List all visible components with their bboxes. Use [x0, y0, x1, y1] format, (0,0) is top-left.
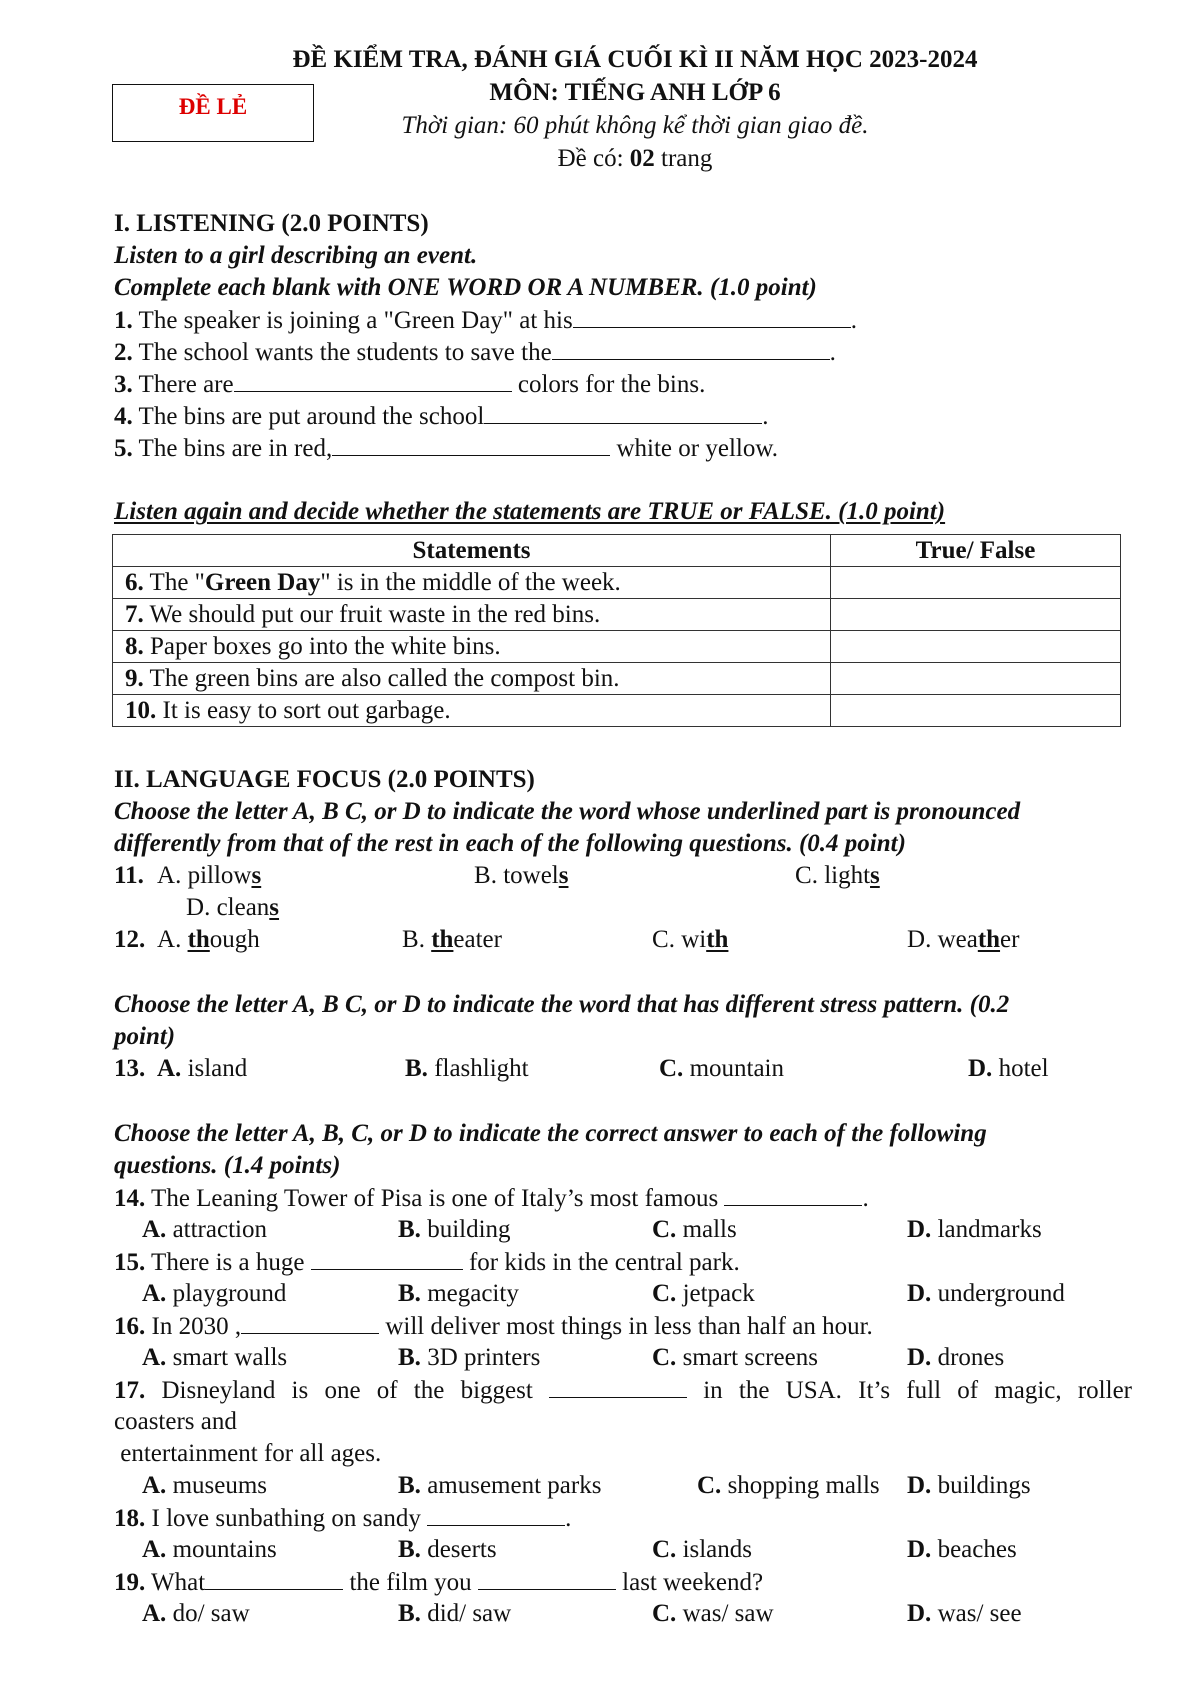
option-text: . — [418, 926, 432, 953]
listening-instruction: Complete each blank with ONE WORD OR A NUMBER. (1.0 point) — [114, 274, 817, 301]
question-text: In 2030 , — [145, 1313, 242, 1340]
option-b[interactable] — [474, 861, 568, 891]
page-count-prefix: Đề có: — [557, 145, 630, 172]
stress-instruction: Choose the letter A, B C, or D to indicate the word that has different stress pattern. (0.2 — [114, 991, 1010, 1018]
mcq-instruction: questions. (1.4 points) — [114, 1152, 341, 1179]
option-letter: B. — [398, 1280, 421, 1307]
option-b[interactable] — [398, 1599, 511, 1629]
option-a[interactable] — [157, 861, 261, 891]
question-text: The bins are put around the school — [132, 403, 485, 430]
option-letter: C. — [659, 1055, 684, 1082]
underlined-part: s — [870, 862, 880, 889]
option-c[interactable] — [652, 1535, 752, 1565]
answer-cell[interactable] — [831, 599, 1121, 631]
option-text: museums — [166, 1472, 268, 1499]
question-number: 18. — [114, 1505, 146, 1532]
table-row — [113, 599, 1121, 631]
question-11-number: 11. — [114, 862, 144, 889]
option-letter: A — [157, 862, 176, 889]
question-number: 14. — [114, 1185, 146, 1212]
option-c[interactable] — [652, 1599, 774, 1629]
answer-blank[interactable] — [552, 337, 830, 360]
option-text: hotel — [992, 1055, 1049, 1082]
option-b[interactable] — [405, 1054, 529, 1084]
stress-instruction: point) — [114, 1023, 176, 1050]
statement-text: The " — [143, 568, 205, 596]
option-d[interactable] — [907, 1215, 1042, 1245]
option-text: . towel — [490, 862, 559, 889]
question-17-continued: entertainment for all ages. — [114, 1440, 382, 1467]
question-number: 9. — [125, 664, 144, 692]
option-c[interactable] — [659, 1054, 784, 1084]
underlined-part: th — [431, 926, 454, 953]
option-c[interactable] — [652, 1279, 755, 1309]
answer-blank[interactable] — [241, 1311, 379, 1334]
pronunciation-instruction: Choose the letter A, B C, or D to indicate the word whose underlined part is pronounced — [114, 798, 1021, 825]
question-number: 2. — [114, 339, 133, 366]
option-text-after: er — [1000, 926, 1020, 953]
option-a[interactable] — [142, 1215, 267, 1245]
option-text: smart screens — [676, 1344, 818, 1371]
option-text: attraction — [166, 1216, 267, 1243]
option-letter: B. — [398, 1344, 421, 1371]
option-c[interactable] — [652, 925, 728, 955]
answer-blank[interactable] — [478, 1567, 616, 1590]
answer-cell[interactable] — [831, 567, 1121, 599]
option-letter: D. — [907, 1280, 932, 1307]
option-c[interactable] — [795, 861, 880, 891]
statement-text: The green bins are also called the compost bin. — [143, 664, 620, 692]
option-text: was/ see — [931, 1600, 1022, 1627]
option-d[interactable] — [907, 1599, 1022, 1629]
option-a[interactable] — [142, 1535, 277, 1565]
underlined-part: th — [977, 926, 1001, 953]
option-text: shopping malls — [721, 1472, 880, 1499]
option-d[interactable] — [907, 1535, 1017, 1565]
option-a[interactable] — [142, 1343, 287, 1373]
question-text: There is a huge — [145, 1249, 311, 1276]
question-end: . — [862, 1185, 869, 1212]
option-text: malls — [676, 1216, 737, 1243]
statement-7 — [113, 599, 831, 631]
underlined-part: th — [706, 926, 729, 953]
option-letter: A. — [142, 1472, 167, 1499]
underlined-part: s — [269, 894, 280, 921]
question-number: 17. — [114, 1377, 146, 1404]
statement-8 — [113, 631, 831, 663]
table-row — [113, 567, 1121, 599]
question-text: Disneyland is one of the biggest — [145, 1377, 550, 1404]
option-text: drones — [931, 1344, 1005, 1371]
option-letter: D. — [907, 1472, 932, 1499]
option-text: smart walls — [166, 1344, 288, 1371]
option-text: island — [181, 1055, 248, 1082]
option-b[interactable] — [402, 925, 502, 955]
question-2 — [114, 337, 836, 368]
answer-blank[interactable] — [427, 1503, 565, 1526]
option-letter: B. — [398, 1536, 421, 1563]
option-a[interactable] — [142, 1279, 286, 1309]
option-text: mountains — [166, 1536, 277, 1563]
answer-cell[interactable] — [831, 663, 1121, 695]
question-number: 19. — [114, 1569, 146, 1596]
statement-bold: Green Day — [204, 568, 321, 596]
option-letter: B. — [398, 1600, 421, 1627]
question-text: There are — [132, 371, 234, 398]
option-c[interactable] — [652, 1343, 818, 1373]
option-a[interactable] — [142, 1471, 267, 1501]
time-note: Thời gian: 60 phút không kể thời gian giao đề. — [401, 112, 869, 139]
option-text: . clean — [204, 894, 270, 921]
option-letter: A — [157, 926, 176, 953]
option-text: . wea — [925, 926, 978, 953]
option-text: building — [420, 1216, 511, 1243]
answer-blank[interactable] — [573, 305, 851, 328]
option-letter: A. — [142, 1216, 167, 1243]
true-false-header: True/ False — [831, 535, 1121, 567]
option-letter: D. — [907, 1344, 932, 1371]
question-15 — [114, 1247, 740, 1278]
statement-text: We should put our fruit waste in the red bins. — [143, 600, 601, 628]
question-number: 8. — [125, 632, 144, 660]
listening-heading: I. LISTENING (2.0 POINTS) — [114, 210, 429, 237]
option-letter: C. — [652, 1536, 677, 1563]
exam-code-label: ĐỀ LẺ — [178, 94, 248, 119]
question-14 — [114, 1183, 869, 1214]
answer-cell[interactable] — [831, 695, 1121, 727]
question-3 — [114, 369, 705, 400]
option-b[interactable] — [398, 1215, 511, 1245]
question-text-middle: the film you — [343, 1569, 478, 1596]
table-row — [113, 631, 1121, 663]
option-text: amusement parks — [420, 1472, 602, 1499]
option-letter: D — [186, 894, 205, 921]
option-text: did/ saw — [420, 1600, 512, 1627]
listening-instruction: Listen to a girl describing an event. — [114, 242, 478, 269]
question-text: The Leaning Tower of Pisa is one of Italy’s most famous — [145, 1185, 725, 1212]
option-letter: D. — [907, 1536, 932, 1563]
mcq-instruction: Choose the letter A, B, C, or D to indicate the correct answer to each of the following — [114, 1120, 987, 1147]
option-text: 3D printers — [420, 1344, 541, 1371]
option-text: mountain — [683, 1055, 784, 1082]
answer-blank[interactable] — [332, 433, 610, 456]
option-letter: B. — [398, 1472, 421, 1499]
answer-blank[interactable] — [311, 1247, 463, 1270]
option-d[interactable] — [186, 893, 279, 923]
statements-header: Statements — [113, 535, 831, 567]
question-end: . — [850, 307, 857, 334]
exam-title: ĐỀ KIỂM TRA, ĐÁNH GIÁ CUỐI KÌ II NĂM HỌC 2023-2024 — [292, 46, 978, 73]
answer-blank[interactable] — [234, 369, 512, 392]
option-letter: C. — [652, 1344, 677, 1371]
underlined-part: s — [251, 862, 262, 889]
option-d[interactable] — [968, 1054, 1049, 1084]
option-letter: D. — [907, 1216, 932, 1243]
option-letter: A. — [142, 1344, 167, 1371]
question-number: 6. — [125, 568, 144, 596]
option-d[interactable] — [907, 1279, 1065, 1309]
option-b[interactable] — [398, 1343, 540, 1373]
true-false-instruction: Listen again and decide whether the statements are TRUE or FALSE. (1.0 point) — [114, 498, 946, 525]
question-17-continued: coasters and — [114, 1408, 237, 1435]
question-text: The bins are in red, — [132, 435, 333, 462]
option-d[interactable] — [907, 1471, 1031, 1501]
option-text: landmarks — [931, 1216, 1042, 1243]
underlined-part: s — [558, 862, 569, 889]
option-letter: B. — [398, 1216, 421, 1243]
question-text: I love sunbathing on sandy — [145, 1505, 428, 1532]
option-b[interactable] — [398, 1535, 497, 1565]
question-19 — [114, 1567, 763, 1598]
option-a[interactable] — [157, 925, 260, 955]
option-text-after: ough — [209, 926, 260, 953]
question-text-after: will deliver most things in less than half an hour. — [379, 1313, 873, 1340]
option-a[interactable] — [142, 1599, 250, 1629]
option-text-after: eater — [453, 926, 502, 953]
statement-10 — [113, 695, 831, 727]
question-text: The speaker is joining a "Green Day" at his — [132, 307, 573, 334]
option-d[interactable] — [907, 1343, 1004, 1373]
question-end: . — [565, 1505, 572, 1532]
option-letter: B — [402, 926, 419, 953]
pronunciation-instruction: differently from that of the rest in each of the following questions. (0.4 point) — [114, 830, 906, 857]
question-number: 5. — [114, 435, 133, 462]
question-number: 7. — [125, 600, 144, 628]
question-end: . — [829, 339, 836, 366]
question-4 — [114, 401, 769, 432]
statement-9 — [113, 663, 831, 695]
option-c[interactable] — [697, 1471, 880, 1501]
question-text-after: in the USA. It’s full of magic, roller — [687, 1377, 1132, 1404]
table-row — [113, 695, 1121, 727]
language-heading: II. LANGUAGE FOCUS (2.0 POINTS) — [114, 766, 535, 793]
statement-6 — [113, 567, 831, 599]
statement-text: " is in the middle of the week. — [320, 568, 621, 596]
option-text: . wi — [668, 926, 707, 953]
option-text: do/ saw — [166, 1600, 250, 1627]
question-text: The school wants the students to save the — [132, 339, 552, 366]
option-letter: C. — [652, 1280, 677, 1307]
question-5 — [114, 433, 778, 464]
option-letter: A. — [157, 1055, 182, 1082]
option-a[interactable] — [157, 1054, 247, 1084]
question-text-after: colors for the bins. — [511, 371, 706, 398]
option-text: megacity — [420, 1280, 519, 1307]
option-text: deserts — [420, 1536, 497, 1563]
question-number: 16. — [114, 1313, 146, 1340]
option-b[interactable] — [398, 1471, 601, 1501]
option-letter: C — [795, 862, 812, 889]
option-text: buildings — [931, 1472, 1031, 1499]
question-18 — [114, 1503, 571, 1534]
option-letter: A. — [142, 1536, 167, 1563]
question-number: 3. — [114, 371, 133, 398]
option-letter: B. — [405, 1055, 428, 1082]
option-b[interactable] — [398, 1279, 519, 1309]
option-letter: C. — [697, 1472, 722, 1499]
answer-blank[interactable] — [484, 401, 762, 424]
page-count-suffix: trang — [654, 145, 713, 172]
option-text: flashlight — [427, 1055, 529, 1082]
option-letter: D — [907, 926, 926, 953]
option-text: underground — [931, 1280, 1065, 1307]
answer-blank[interactable] — [549, 1375, 687, 1398]
option-letter: B — [474, 862, 491, 889]
option-c[interactable] — [652, 1215, 737, 1245]
table-header-row — [113, 535, 1121, 567]
option-text: . — [175, 926, 188, 953]
question-text-after: for kids in the central park. — [462, 1249, 740, 1276]
option-text: jetpack — [676, 1280, 755, 1307]
question-number: 4. — [114, 403, 133, 430]
option-letter: C. — [652, 1216, 677, 1243]
page-count-number: 02 — [629, 145, 655, 172]
question-text-after: white or yellow. — [610, 435, 779, 462]
option-letter: C. — [652, 1600, 677, 1627]
question-12-number: 12. — [114, 926, 146, 953]
question-16 — [114, 1311, 873, 1342]
option-text: playground — [166, 1280, 287, 1307]
question-text: What — [145, 1569, 206, 1596]
option-text: . light — [811, 862, 871, 889]
option-letter: D. — [907, 1600, 932, 1627]
question-end: . — [762, 403, 769, 430]
subject-title: MÔN: TIẾNG ANH LỚP 6 — [489, 79, 781, 106]
answer-blank[interactable] — [724, 1183, 862, 1206]
question-text-after: last weekend? — [615, 1569, 764, 1596]
option-letter: A. — [142, 1280, 167, 1307]
option-letter: D. — [968, 1055, 993, 1082]
statement-text: It is easy to sort out garbage. — [156, 696, 451, 724]
answer-blank[interactable] — [205, 1567, 343, 1590]
statement-text: Paper boxes go into the white bins. — [143, 632, 501, 660]
option-text: islands — [676, 1536, 753, 1563]
option-text: . pillow — [175, 862, 252, 889]
question-17 — [114, 1375, 1132, 1406]
question-number: 1. — [114, 307, 133, 334]
page-count — [0, 144, 1190, 174]
option-text: beaches — [931, 1536, 1017, 1563]
option-d[interactable] — [907, 925, 1019, 955]
table-row — [113, 663, 1121, 695]
option-letter: C — [652, 926, 669, 953]
underlined-part: th — [187, 926, 210, 953]
question-number: 15. — [114, 1249, 146, 1276]
option-letter: A. — [142, 1600, 167, 1627]
answer-cell[interactable] — [831, 631, 1121, 663]
question-number: 10. — [125, 696, 157, 724]
question-13-number: 13. — [114, 1055, 146, 1082]
option-text: was/ saw — [676, 1600, 774, 1627]
true-false-table — [112, 534, 1121, 727]
question-1 — [114, 305, 857, 336]
